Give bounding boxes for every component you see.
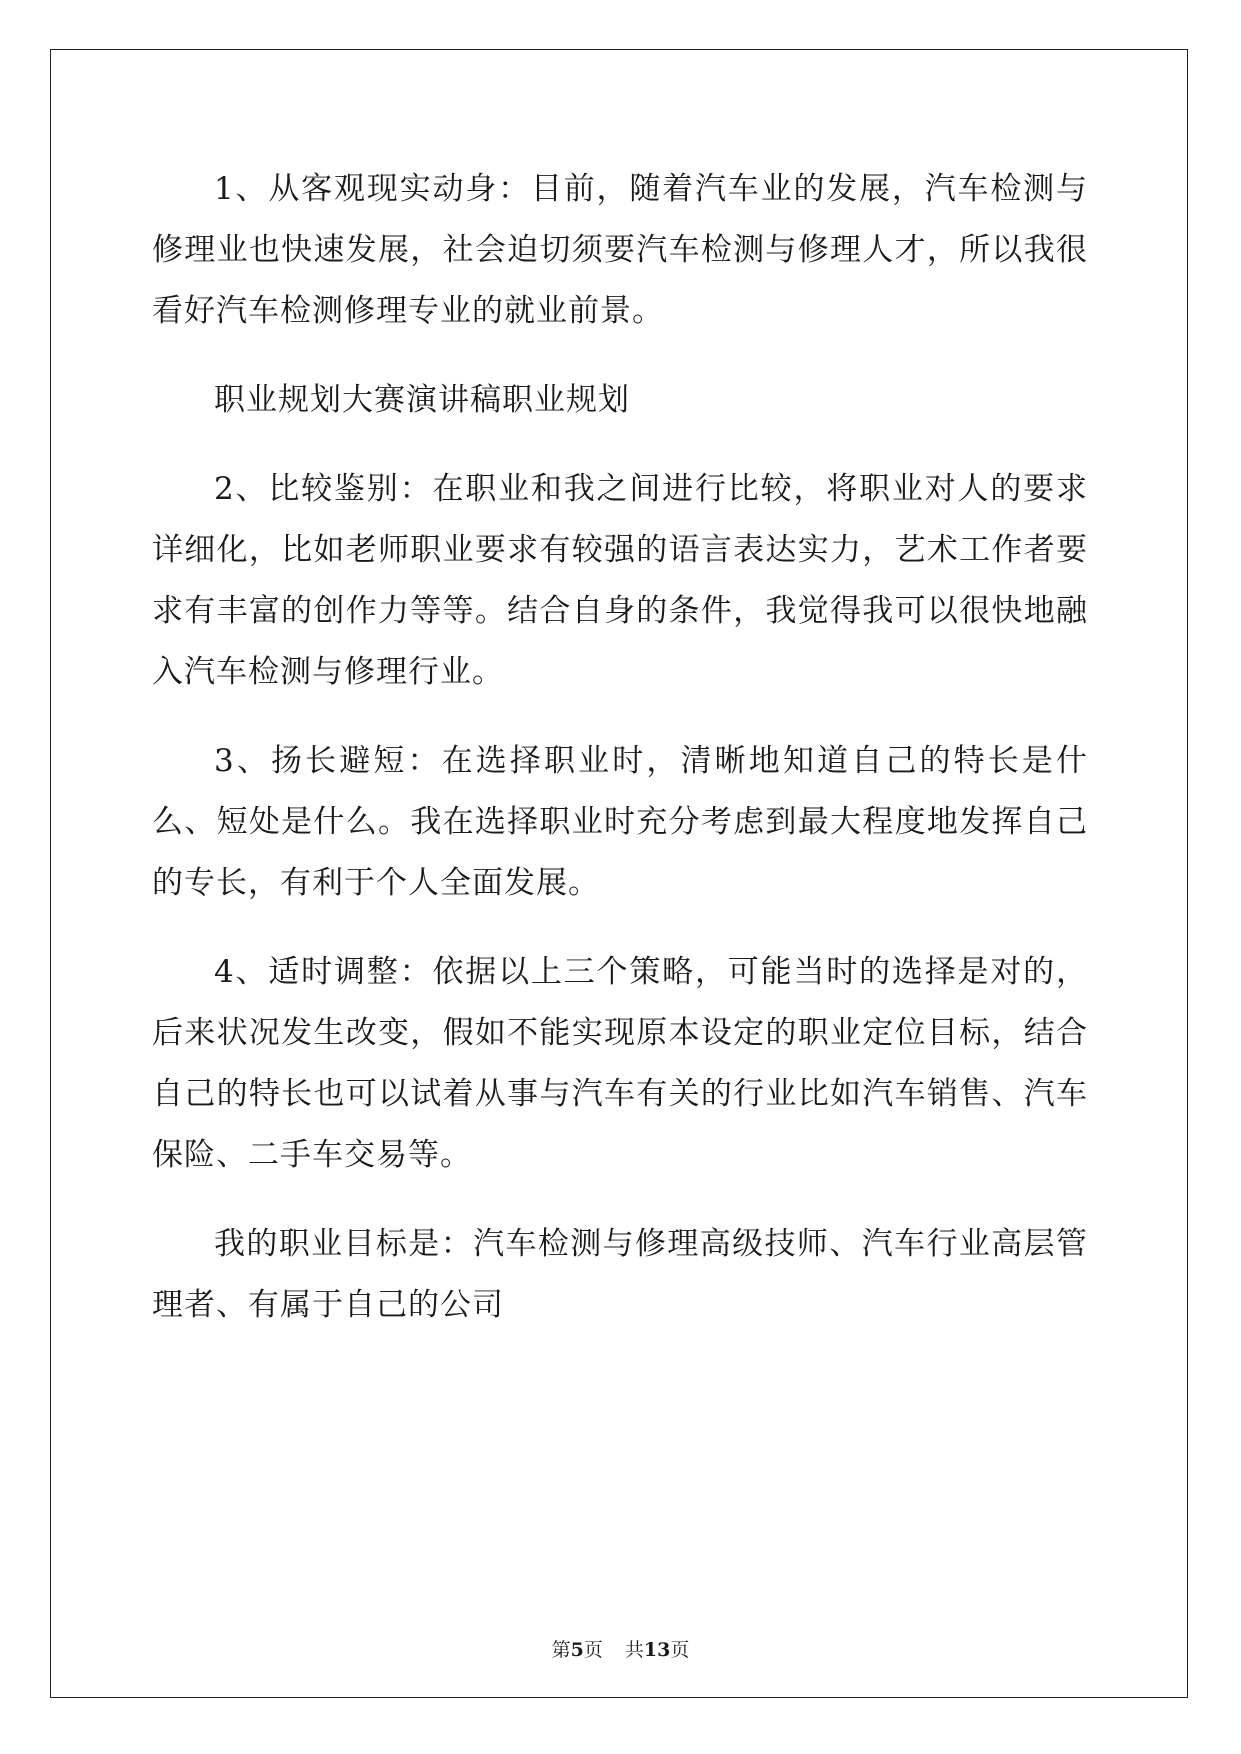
page-footer	[0, 1638, 1241, 1662]
page-prefix: 第	[551, 1639, 571, 1661]
document-body	[152, 159, 1088, 1364]
page-suffix: 页	[583, 1639, 603, 1661]
paragraph-6: 我的职业目标是：汽车检测与修理高级技师、汽车行业高层管理者、有属于自己的公司	[152, 1226, 1088, 1323]
paragraph-1: 1、从客观现实动身：目前，随着汽车业的发展，汽车检测与修理业也快速发展，社会迫切须要汽车检测与修理人才，所以我很看好汽车检测修理专业的就业前景。	[152, 171, 1088, 329]
paragraph-4: 3、扬长避短：在选择职业时，清晰地知道自己的特长是什么、短处是什么。我在选择职业时充分考虑到最大程度地发挥自己的专长，有利于个人全面发展。	[152, 743, 1088, 901]
total-suffix: 页	[670, 1639, 690, 1661]
total-prefix: 共	[624, 1639, 644, 1661]
paragraph-2: 职业规划大赛演讲稿职业规划	[214, 382, 630, 418]
page-number: 5	[570, 1639, 584, 1661]
paragraph-3: 2、比较鉴别：在职业和我之间进行比较，将职业对人的要求详细化，比如老师职业要求有较强的语言表达实力，艺术工作者要求有丰富的创作力等等。结合自身的条件，我觉得我可以很快地融入汽车检测与修理行业。	[152, 471, 1088, 690]
paragraph-5: 4、适时调整：依据以上三个策略，可能当时的选择是对的，后来状况发生改变，假如不能实现原本设定的职业定位目标，结合自己的特长也可以试着从事与汽车有关的行业比如汽车销售、汽车保险、二手车交易等。	[152, 954, 1088, 1173]
total-pages: 13	[643, 1639, 671, 1661]
